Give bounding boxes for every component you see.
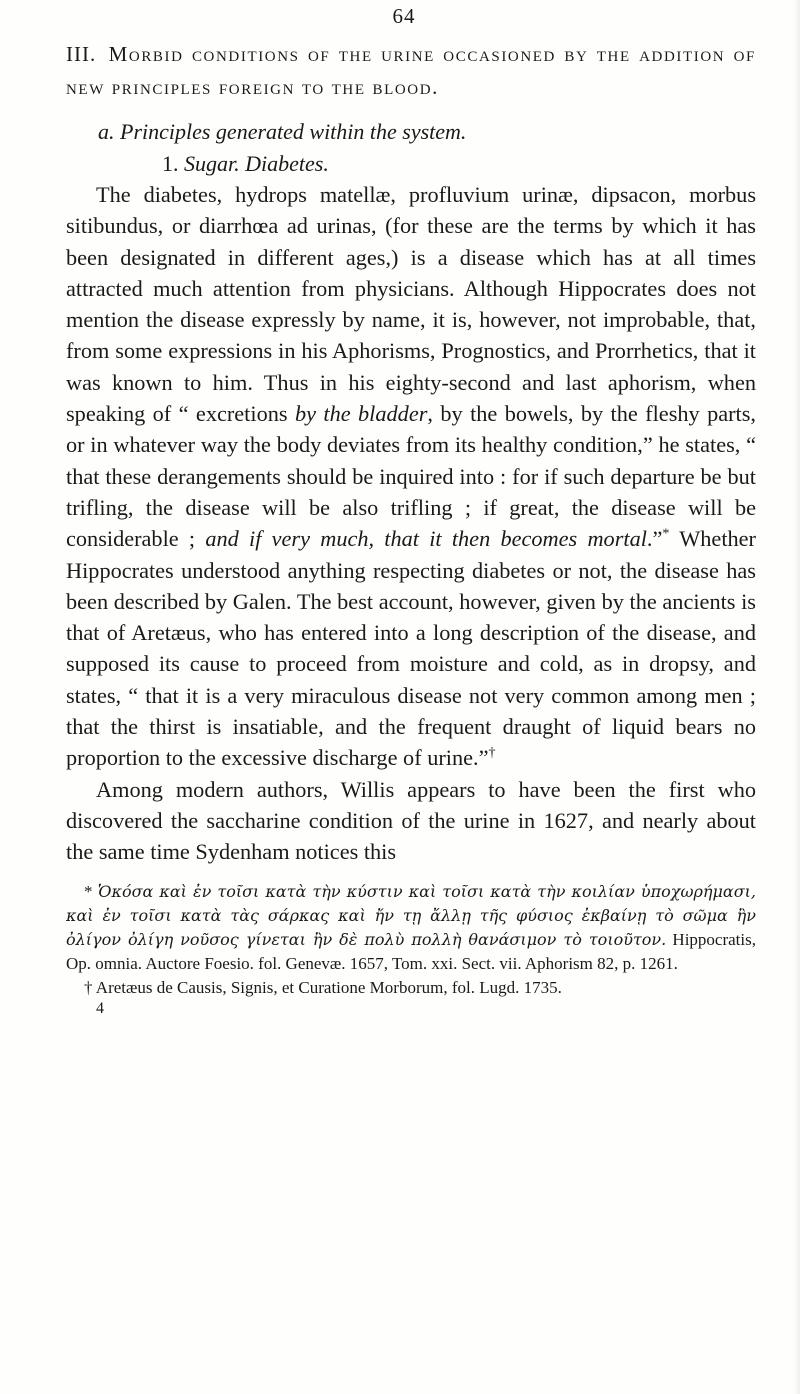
para-italic-bladder: by the bladder (294, 401, 428, 427)
section-heading (66, 38, 756, 104)
page-content (66, 38, 756, 1018)
page-number: 64 (392, 4, 416, 28)
topic-number: 1. (162, 151, 179, 176)
footnote-citation: Hippocratis, Op. omnia. Auctore Foesio. fol. Genevæ. 1657, Tom. xxi. Sect. vii. Aphorism 82, p. 1261. (66, 929, 756, 973)
page-edge-shadow (794, 0, 800, 1394)
footnote-mark-star: * (84, 881, 93, 901)
body-paragraph-diabetes (66, 179, 756, 774)
para-italic-mortal: and if very much, that it then becomes mortal (205, 526, 647, 552)
footnote-citation: Aretæus de Causis, Signis, et Curatione Morborum, fol. Lugd. 1735. (92, 977, 562, 997)
section-heading-text: Morbid conditions of the urine occasioned by the addition of new principles foreign to the blood. (66, 42, 756, 99)
footnote-greek-quote: Ὁκόσα καὶ ἐν τοῖσι κατὰ τὴν κύστιν καὶ τοῖσι κατὰ τὴν κοιλίαν ὑποχωρήμασι, καὶ ἐν τοῖσι κατὰ τὰς σάρκας καὶ ἤν τῃ ἄλλῃ τῆς φύσιος ἐκβαίνῃ τὸ σῶμα ἢν ὀλίγον ὀλίγη νοῦσος γίνεται ἢν δὲ πολὺ πολλὴ θανάσιμον τὸ τοιοῦτον. (66, 881, 756, 949)
body-paragraph-modern-authors: Among modern authors, Willis appears to have been the first who discovered the saccharine condition of the urine in 1627, and nearly about the same time Sydenham notices this (66, 776, 756, 865)
footnote-hippocrates (66, 880, 756, 976)
signature-mark: 4 (96, 999, 104, 1017)
subsection-heading: a. Principles generated within the system. (98, 119, 467, 144)
footnote-ref-star: * (662, 526, 670, 542)
section-numeral: III. (66, 42, 97, 66)
footnote-ref-dagger: † (488, 745, 496, 761)
topic-diabetes: Diabetes. (245, 151, 329, 176)
footnote-aretaeus (66, 976, 756, 1000)
topic-sugar: Sugar. (184, 151, 240, 176)
footnotes (66, 880, 756, 1000)
footnote-mark-dagger: † (84, 977, 93, 997)
para-text: .” (646, 526, 663, 552)
para-text: The diabetes, hydrops matellæ, profluvium urinæ, dipsacon, morbus sitibundus, or diarrhœa ad urinas, (for these are the terms by which it has been designated in different ages,) is a disease which has at all times attracted much attention from physicians. Although Hippocrates does not mention the disease expressly by name, it is, however, not improbable, that, from some expressions in his Aphorisms, Prognostics, and Prorrhetics, that it was known to him. Thus in his eighty-second and last aphorism, when speaking of “ excretions (66, 182, 756, 427)
para-text: , by the bowels, by the fleshy parts, or in whatever way the body deviates from its healthy condition,” he states, “ that these derangements should be inquired into : for if such departure be but trifling, the disease will be also trifling ; if great, the disease will be considerable ; (66, 401, 756, 552)
para-text: Whether Hippocrates understood anything respecting diabetes or not, the disease has been described by Galen. The best account, however, given by the ancients is that of Aretæus, who has entered into a long description of the disease, and supposed its cause to proceed from moisture and cold, as in dropsy, and states, “ that it is a very miraculous disease not very common among men ; that the thirst is insatiable, and the frequent draught of liquid bears no proportion to the excessive discharge of urine.” (66, 526, 756, 771)
topic-heading (162, 148, 756, 179)
